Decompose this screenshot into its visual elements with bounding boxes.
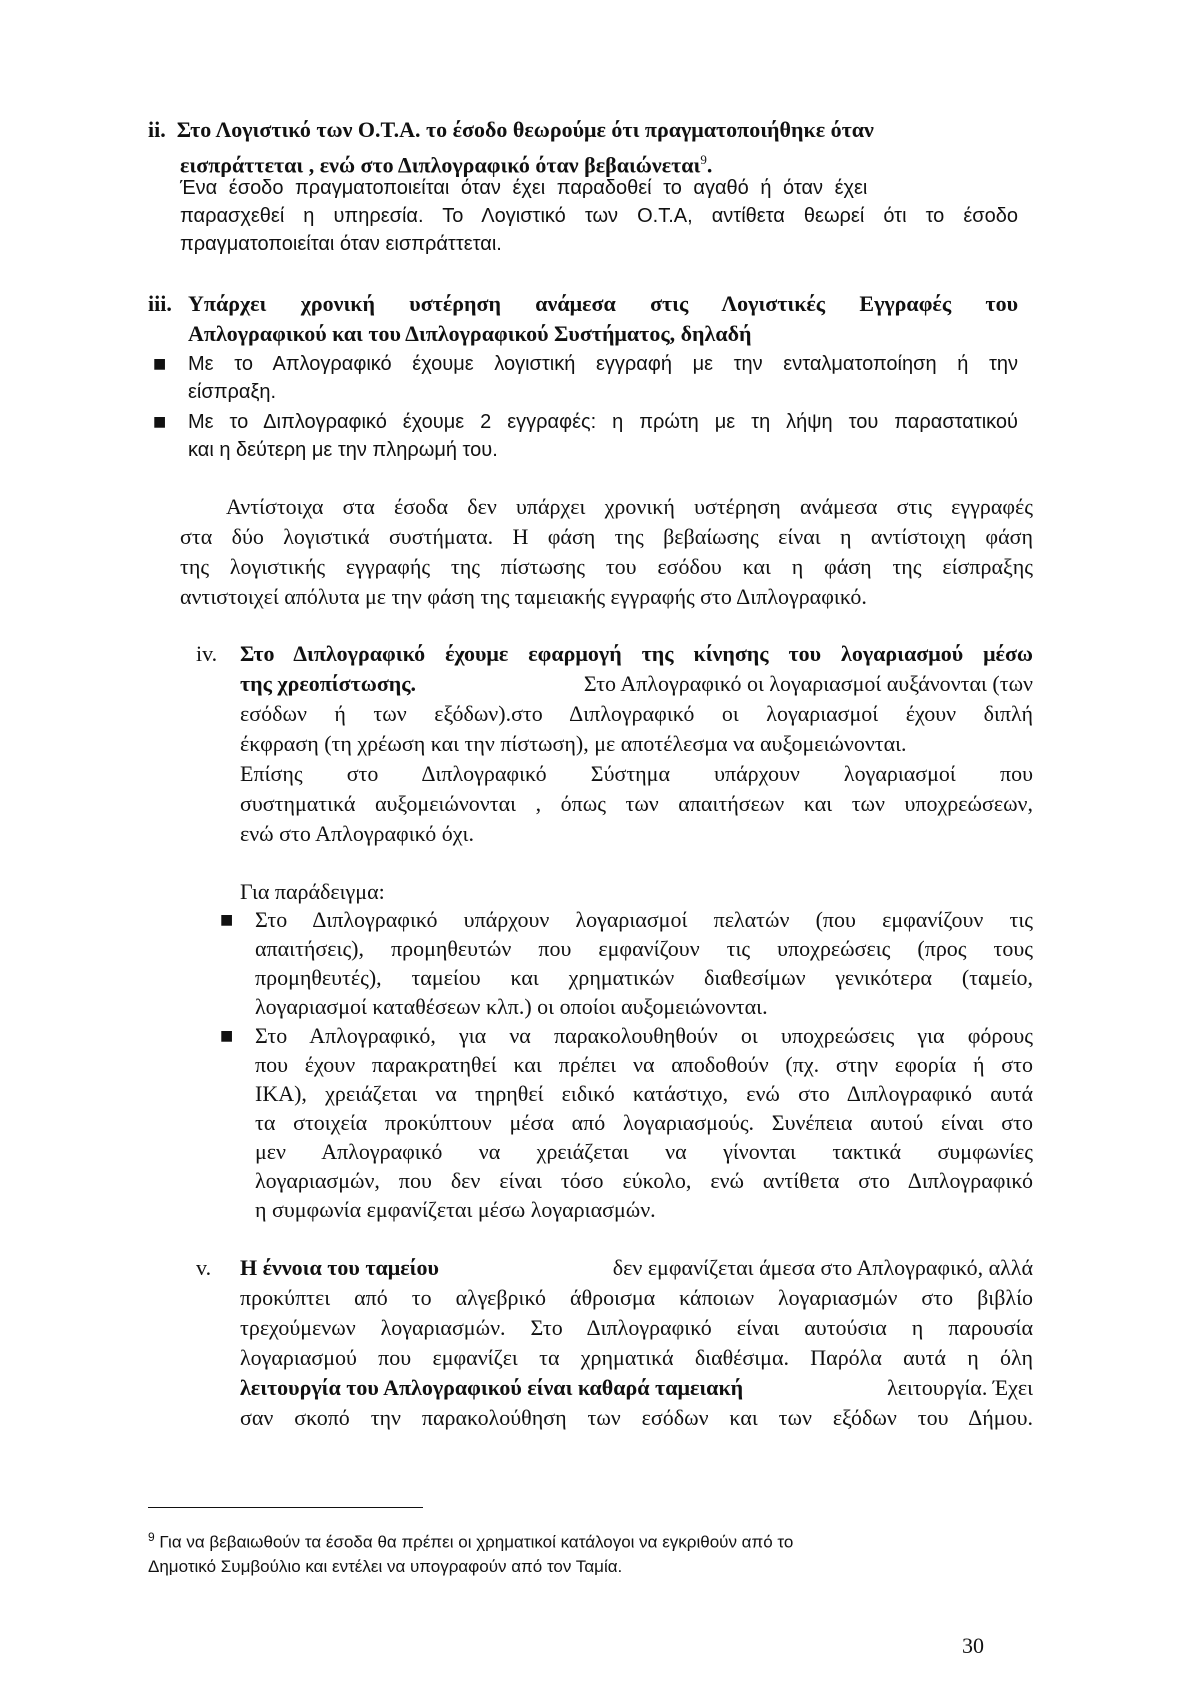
section-iii-bullet-2-line-2: και η δεύτερη με την πληρωμή του.: [188, 439, 498, 461]
section-iii-bold-1: [188, 292, 1018, 316]
section-ii-label: ii.: [148, 117, 166, 142]
section-v-line-5: [240, 1376, 1033, 1400]
example-bullet-2-line-4: τα στοιχεία προκύπτουν μέσα από λογαριασμούς. Συνέπεια αυτού είναι στο: [255, 1110, 1033, 1135]
section-ii-line-3: [180, 176, 1018, 200]
section-ii-heading-cont: [180, 148, 712, 177]
section-v-label: v.: [196, 1255, 212, 1280]
section-ii-bold-1: Στο Λογιστικό των Ο.Τ.Α. το έσοδο θεωρούμε ότι πραγματοποιήθηκε όταν: [176, 117, 874, 142]
section-iv-bold-1-text: Στο Διπλογραφικό έχουμε εφαρμογή της κίνησης του λογαριασμού μέσω: [240, 641, 1033, 666]
section-iv-bold-2: της χρεοπίστωσης.: [240, 671, 417, 696]
paragraph-1-line-4: αντιστοιχεί απόλυτα με την φάση της ταμειακής εγγραφής στο Διπλογραφικό.: [180, 584, 867, 609]
example-bullet-1-line-2: απαιτήσεις), προμηθευτών που εμφανίζουν τις υποχρεώσεις (προς τους: [255, 936, 1033, 961]
example-bullet-1-line-4: λογαριασμοί καταθέσεων κλπ.) οι οποίοι αυξομειώνονται.: [255, 994, 768, 1019]
bullet-icon: ■: [220, 912, 234, 928]
example-intro: Για παράδειγμα:: [240, 879, 385, 904]
section-ii-period: .: [706, 152, 713, 178]
bullet-icon: ■: [153, 414, 167, 430]
section-iii-label: iii.: [148, 291, 172, 316]
section-iii-bullet-1-line-1: Με το Απλογραφικό έχουμε λογιστική εγγραφή με την ενταλματοποίηση ή την: [188, 353, 1018, 375]
section-v-line-4: λογαριασμού που εμφανίζει τα χρηματικά διαθέσιμα. Παρόλα αυτά η όλη: [240, 1345, 1033, 1370]
section-v-line-6: σαν σκοπό την παρακολούθηση των εσόδων και των εξόδων του Δήμου.: [240, 1405, 1033, 1430]
example-bullet-2-line-3: ΙΚΑ), χρειάζεται να τηρηθεί ειδικό κατάστιχο, ενώ στο Διπλογραφικό αυτά: [255, 1081, 1033, 1106]
paragraph-1-line-3: της λογιστικής εγγραφής της πίστωσης του εσόδου και η φάση της είσπραξης: [180, 554, 1033, 579]
bullet-icon: ■: [220, 1028, 234, 1044]
example-bullet-2-line-7: η συμφωνία εμφανίζεται μέσω λογαριασμών.: [255, 1197, 656, 1222]
example-bullet-1-line-3: προμηθευτές), ταμείου και χρηματικών διαθεσίμων γενικότερα (ταμείο,: [255, 965, 1033, 990]
section-v-line-1-rest: δεν εμφανίζεται άμεσα στο Απλογραφικό, αλλά: [612, 1255, 1033, 1280]
section-iii-bullet-2-line-1: Με το Διπλογραφικό έχουμε 2 εγγραφές: η πρώτη με τη λήψη του παραστατικού: [188, 411, 1018, 433]
footnote-divider: [148, 1507, 423, 1508]
page-number: 30: [962, 1633, 984, 1658]
section-v-bold-1: Η έννοια του ταμείου: [240, 1255, 439, 1280]
section-iv-line-2: [240, 672, 1033, 696]
section-v-line-5-rest: λειτουργία. Έχει: [887, 1375, 1033, 1400]
section-iv-label: iv.: [196, 641, 218, 666]
example-bullet-2-line-5: μεν Απλογραφικό να χρειάζεται να γίνονται τακτικά συμφωνίες: [255, 1139, 1033, 1164]
section-ii-heading: [148, 118, 874, 142]
section-ii-line-5: πραγματοποιείται όταν εισπράττεται.: [180, 233, 502, 255]
section-iv-line-4: έκφραση (τη χρέωση και την πίστωση), με αποτέλεσμα να αυξομειώνονται.: [240, 731, 907, 756]
section-ii-bold-2: εισπράττεται , ενώ στο Διπλογραφικό όταν βεβαιώνεται: [180, 152, 701, 178]
section-iv-line-3: εσόδων ή των εξόδων).στο Διπλογραφικό οι λογαριασμοί έχουν διπλή: [240, 701, 1033, 726]
section-iii-bold-2-text: Απλογραφικού και του Διπλογραφικού Συστήματος, δηλαδή: [188, 321, 752, 346]
section-v-bold-2: λειτουργία του Απλογραφικού είναι καθαρά ταμειακή: [240, 1375, 744, 1400]
section-iii-bold-2: [188, 322, 752, 346]
footnote-line-1: [148, 1530, 793, 1553]
paragraph-1-line-2: στα δύο λογιστικά συστήματα. Η φάση της βεβαίωσης είναι η αντίστοιχη φάση: [180, 524, 1033, 549]
section-ii-text: Ένα έσοδο πραγματοποιείται όταν έχει παραδοθεί το αγαθό ή όταν έχει: [180, 177, 868, 199]
section-iv-bold-1: [240, 642, 1033, 666]
footnote-text-1: Για να βεβαιωθούν τα έσοδα θα πρέπει οι χρηματικοί κατάλογοι να εγκριθούν από το: [159, 1532, 794, 1552]
bullet-icon: ■: [153, 356, 167, 372]
section-iii-bullet-1-line-2: είσπραξη.: [188, 381, 277, 403]
section-v-line-3: τρεχούμενων λογαριασμών. Στο Διπλογραφικό είναι αυτούσια η παρουσία: [240, 1315, 1033, 1340]
paragraph-1-line-1: Αντίστοιχα στα έσοδα δεν υπάρχει χρονική υστέρηση ανάμεσα στις εγγραφές: [226, 494, 1033, 519]
example-bullet-2-line-1: Στο Απλογραφικό, για να παρακολουθηθούν οι υποχρεώσεις για φόρους: [255, 1023, 1033, 1048]
footnote-ref: 9: [700, 152, 707, 167]
section-v-line-1: [240, 1256, 1033, 1280]
section-iii-heading: [148, 292, 172, 316]
example-bullet-2-line-6: λογαριασμών, που δεν είναι τόσο εύκολο, ενώ αντίθετα στο Διπλογραφικό: [255, 1168, 1033, 1193]
section-iv-line-2-rest: Στο Απλογραφικό οι λογαριασμοί αυξάνονται (των: [583, 671, 1033, 696]
section-iv-line-6: συστηματικά αυξομειώνονται , όπως των απαιτήσεων και των υποχρεώσεων,: [240, 791, 1033, 816]
example-bullet-1-line-1: Στο Διπλογραφικό υπάρχουν λογαριασμοί πελατών (που εμφανίζουν τις: [255, 907, 1033, 932]
example-bullet-2-line-2: που έχουν παρακρατηθεί και πρέπει να αποδοθούν (πχ. στην εφορία ή στο: [255, 1052, 1033, 1077]
section-v-line-2: προκύπτει από το αλγεβρικό άθροισμα κάποιων λογαριασμών στο βιβλίο: [240, 1285, 1033, 1310]
section-iii-bold-1-text: Υπάρχει χρονική υστέρηση ανάμεσα στις Λογιστικές Εγγραφές του: [188, 291, 1018, 316]
footnote-line-2: Δημοτικό Συμβούλιο και εντέλει να υπογραφούν από τον Ταμία.: [148, 1557, 623, 1576]
section-iv-line-5: Επίσης στο Διπλογραφικό Σύστημα υπάρχουν λογαριασμοί που: [240, 761, 1033, 786]
footnote-number: 9: [148, 1530, 155, 1544]
section-iv-line-7: ενώ στο Απλογραφικό όχι.: [240, 821, 474, 846]
section-ii-line-4: παρασχεθεί η υπηρεσία. Το Λογιστικό των Ο.Τ.Α, αντίθετα θεωρεί ότι το έσοδο: [180, 205, 1018, 227]
